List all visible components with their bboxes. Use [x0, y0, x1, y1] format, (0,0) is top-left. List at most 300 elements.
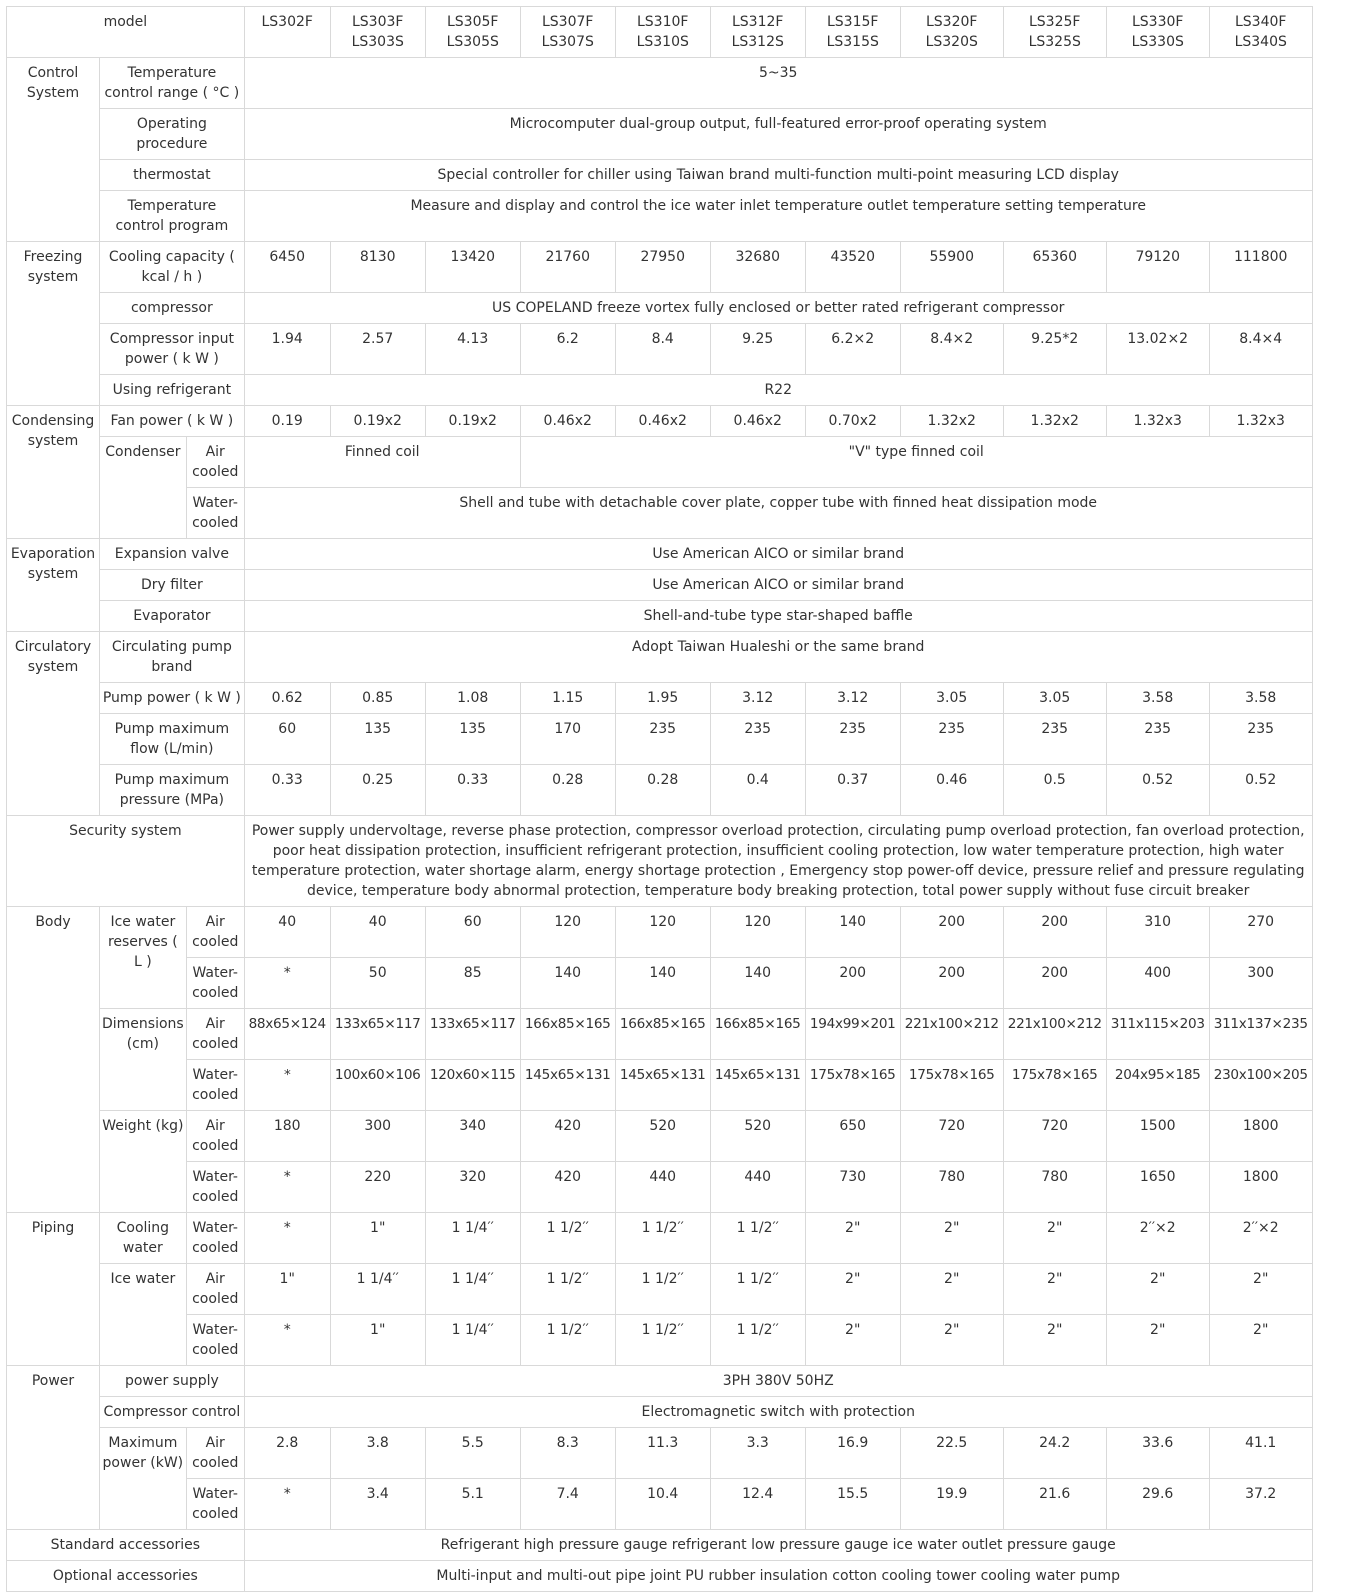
- pump-brand-label: Circulating pump brand: [100, 632, 245, 683]
- ice-water-reserves-air: 200: [900, 907, 1003, 958]
- evaporator-label: Evaporator: [100, 601, 245, 632]
- optional-accessories-label: Optional accessories: [7, 1561, 245, 1592]
- pump-power-value: 0.85: [330, 683, 425, 714]
- compressor-input-power-label: Compressor input power ( k W ): [100, 324, 245, 375]
- table-row: [7, 683, 1313, 714]
- table-row: [7, 1479, 1313, 1530]
- table-row: [7, 160, 1313, 191]
- ice-water-reserves-water: 400: [1106, 958, 1209, 1009]
- pump-power-value: 3.58: [1209, 683, 1312, 714]
- pump-pressure-value: 0.37: [805, 765, 900, 816]
- model-name: [615, 7, 710, 58]
- model-name-f: LS330F: [1131, 14, 1184, 30]
- expansion-valve-label: Expansion valve: [100, 539, 245, 570]
- dimensions-air: 166x85×165: [520, 1009, 615, 1060]
- ice-water-pipe-air: 1": [244, 1264, 330, 1315]
- maximum-power-air: 8.3: [520, 1428, 615, 1479]
- ice-water-reserves-water: 50: [330, 958, 425, 1009]
- refrigerant-value: R22: [244, 375, 1312, 406]
- refrigerant-label: Using refrigerant: [100, 375, 245, 406]
- compressor-input-power-value: 6.2: [520, 324, 615, 375]
- compressor-input-power-value: 6.2×2: [805, 324, 900, 375]
- cooling-capacity-value: 32680: [710, 242, 805, 293]
- maximum-power-water: 12.4: [710, 1479, 805, 1530]
- dimensions-water: 145x65×131: [520, 1060, 615, 1111]
- maximum-power-air: 11.3: [615, 1428, 710, 1479]
- maximum-power-air: 33.6: [1106, 1428, 1209, 1479]
- operating-procedure-label: Operating procedure: [100, 109, 245, 160]
- compressor-value: US COPELAND freeze vortex fully enclosed or better rated refrigerant compressor: [244, 293, 1312, 324]
- maximum-power-air: 16.9: [805, 1428, 900, 1479]
- cooling-capacity-value: 111800: [1209, 242, 1312, 293]
- table-row: [7, 324, 1313, 375]
- compressor-input-power-value: 9.25: [710, 324, 805, 375]
- fan-power-value: 0.70x2: [805, 406, 900, 437]
- thermostat-label: thermostat: [100, 160, 245, 191]
- table-row: [7, 958, 1313, 1009]
- condenser-air-cooled-small: Finned coil: [244, 437, 520, 488]
- weight-air: 300: [330, 1111, 425, 1162]
- pump-pressure-value: 0.28: [615, 765, 710, 816]
- ice-water-reserves-water: 200: [805, 958, 900, 1009]
- model-name: [520, 7, 615, 58]
- spec-table-body: [7, 7, 1313, 1592]
- dimensions-water: 145x65×131: [710, 1060, 805, 1111]
- dry-filter-value: Use American AICO or similar brand: [244, 570, 1312, 601]
- weight-air: 1500: [1106, 1111, 1209, 1162]
- maximum-power-air: 3.8: [330, 1428, 425, 1479]
- spec-table: [6, 6, 1313, 1592]
- model-name-f: LS307F: [541, 14, 594, 30]
- model-name: [1003, 7, 1106, 58]
- pump-flow-value: 170: [520, 714, 615, 765]
- pump-flow-label: Pump maximum flow (L/min): [100, 714, 245, 765]
- dimensions-air: 311x137×235: [1209, 1009, 1312, 1060]
- model-name-s: LS320S: [925, 34, 978, 50]
- temp-range-label: Temperature control range ( °C ): [100, 58, 245, 109]
- dimensions-air: 221x100×212: [900, 1009, 1003, 1060]
- cooling-water-label: Cooling water: [100, 1213, 187, 1264]
- expansion-valve-value: Use American AICO or similar brand: [244, 539, 1312, 570]
- air-cooled-label: Air cooled: [186, 907, 244, 958]
- dimensions-water: 120x60×115: [425, 1060, 520, 1111]
- model-name-f: LS340F: [1234, 14, 1287, 30]
- cooling-water-pipe: 2": [1003, 1213, 1106, 1264]
- pump-pressure-value: 0.52: [1106, 765, 1209, 816]
- weight-air: 650: [805, 1111, 900, 1162]
- model-name: [244, 7, 330, 58]
- table-row: [7, 437, 1313, 488]
- table-row: [7, 488, 1313, 539]
- ice-water-pipe-air: 1 1/2′′: [615, 1264, 710, 1315]
- model-name-f: LS303F: [351, 14, 404, 30]
- cooling-water-pipe: 1 1/2′′: [710, 1213, 805, 1264]
- weight-air: 720: [1003, 1111, 1106, 1162]
- model-name: [1209, 7, 1312, 58]
- maximum-power-water: 19.9: [900, 1479, 1003, 1530]
- table-row: [7, 907, 1313, 958]
- pump-power-label: Pump power ( k W ): [100, 683, 245, 714]
- dimensions-air: 221x100×212: [1003, 1009, 1106, 1060]
- dimensions-air: 133x65×117: [425, 1009, 520, 1060]
- compressor-control-value: Electromagnetic switch with protection: [244, 1397, 1312, 1428]
- table-row: [7, 1366, 1313, 1397]
- dimensions-water: 175x78×165: [900, 1060, 1003, 1111]
- ice-water-pipe-air: 2": [1209, 1264, 1312, 1315]
- standard-accessories-value: Refrigerant high pressure gauge refrigerant low pressure gauge ice water outlet pressure gauge: [244, 1530, 1312, 1561]
- ice-water-pipe-air: 1 1/4′′: [330, 1264, 425, 1315]
- cooling-capacity-value: 6450: [244, 242, 330, 293]
- cooling-water-pipe: 1 1/2′′: [615, 1213, 710, 1264]
- optional-accessories-value: Multi-input and multi-out pipe joint PU rubber insulation cotton cooling tower cooling water pump: [244, 1561, 1312, 1592]
- ice-water-pipe-water: 1 1/2′′: [520, 1315, 615, 1366]
- fan-power-value: 0.19x2: [425, 406, 520, 437]
- pump-flow-value: 60: [244, 714, 330, 765]
- air-cooled-label: Air cooled: [186, 1428, 244, 1479]
- table-row: [7, 1561, 1313, 1592]
- pump-pressure-value: 0.33: [244, 765, 330, 816]
- model-name: [805, 7, 900, 58]
- pump-power-value: 0.62: [244, 683, 330, 714]
- model-name-s: LS315S: [826, 34, 879, 50]
- weight-air: 720: [900, 1111, 1003, 1162]
- ice-water-reserves-air: 40: [244, 907, 330, 958]
- thermostat-value: Special controller for chiller using Taiwan brand multi-function multi-point measuring LCD display: [244, 160, 1312, 191]
- security-system-label: Security system: [7, 816, 245, 907]
- pump-flow-value: 135: [425, 714, 520, 765]
- weight-air: 340: [425, 1111, 520, 1162]
- weight-air: 180: [244, 1111, 330, 1162]
- ice-water-pipe-water: 2": [1106, 1315, 1209, 1366]
- cooling-capacity-value: 55900: [900, 242, 1003, 293]
- fan-power-value: 0.19: [244, 406, 330, 437]
- freezing-system-group: Freezing system: [7, 242, 100, 406]
- ice-water-pipe-water: 2": [805, 1315, 900, 1366]
- model-name: [330, 7, 425, 58]
- cooling-water-pipe: *: [244, 1213, 330, 1264]
- table-row: [7, 1060, 1313, 1111]
- ice-water-reserves-water: 140: [520, 958, 615, 1009]
- maximum-power-water: 3.4: [330, 1479, 425, 1530]
- model-name-s: LS312S: [731, 34, 784, 50]
- ice-water-pipe-water: 1 1/2′′: [710, 1315, 805, 1366]
- compressor-input-power-value: 2.57: [330, 324, 425, 375]
- compressor-input-power-value: 8.4×4: [1209, 324, 1312, 375]
- ice-water-reserves-air: 120: [615, 907, 710, 958]
- temp-range-value: 5~35: [244, 58, 1312, 109]
- ice-water-pipe-air: 1 1/2′′: [520, 1264, 615, 1315]
- maximum-power-water: 15.5: [805, 1479, 900, 1530]
- cooling-water-pipe: 2′′×2: [1209, 1213, 1312, 1264]
- pump-power-value: 3.58: [1106, 683, 1209, 714]
- table-row: [7, 1397, 1313, 1428]
- cooling-capacity-value: 65360: [1003, 242, 1106, 293]
- pump-flow-value: 235: [1209, 714, 1312, 765]
- cooling-water-pipe: 1 1/2′′: [520, 1213, 615, 1264]
- cooling-water-pipe: 1": [330, 1213, 425, 1264]
- cooling-capacity-value: 13420: [425, 242, 520, 293]
- ice-water-pipe-water: 2": [1003, 1315, 1106, 1366]
- weight-water: 320: [425, 1162, 520, 1213]
- table-row: [7, 539, 1313, 570]
- weight-water: 220: [330, 1162, 425, 1213]
- maximum-power-air: 24.2: [1003, 1428, 1106, 1479]
- table-row: [7, 601, 1313, 632]
- ice-water-reserves-air: 120: [520, 907, 615, 958]
- table-row: [7, 1162, 1313, 1213]
- ice-water-reserves-water: 200: [900, 958, 1003, 1009]
- compressor-label: compressor: [100, 293, 245, 324]
- water-cooled-label: Water-cooled: [186, 1162, 244, 1213]
- weight-air: 520: [710, 1111, 805, 1162]
- operating-procedure-value: Microcomputer dual-group output, full-featured error-proof operating system: [244, 109, 1312, 160]
- maximum-power-water: 29.6: [1106, 1479, 1209, 1530]
- condenser-water-cooled-value: Shell and tube with detachable cover plate, copper tube with finned heat dissipation mode: [244, 488, 1312, 539]
- model-name: [900, 7, 1003, 58]
- ice-water-reserves-water: 300: [1209, 958, 1312, 1009]
- pump-pressure-value: 0.46: [900, 765, 1003, 816]
- maximum-power-air: 22.5: [900, 1428, 1003, 1479]
- table-row: [7, 191, 1313, 242]
- cooling-capacity-value: 8130: [330, 242, 425, 293]
- pump-flow-value: 235: [615, 714, 710, 765]
- maximum-power-label: Maximum power (kW): [100, 1428, 187, 1530]
- ice-water-pipe-water: 1 1/2′′: [615, 1315, 710, 1366]
- water-cooled-label: Water-cooled: [186, 1213, 244, 1264]
- dimensions-water: 145x65×131: [615, 1060, 710, 1111]
- dimensions-label: Dimensions (cm): [100, 1009, 187, 1111]
- fan-power-label: Fan power ( k W ): [100, 406, 245, 437]
- model-name: [425, 7, 520, 58]
- fan-power-value: 1.32x3: [1209, 406, 1312, 437]
- pump-power-value: 3.05: [1003, 683, 1106, 714]
- fan-power-value: 0.46x2: [520, 406, 615, 437]
- power-supply-label: power supply: [100, 1366, 245, 1397]
- weight-label: Weight (kg): [100, 1111, 187, 1213]
- table-row: [7, 293, 1313, 324]
- body-group: Body: [7, 907, 100, 1213]
- maximum-power-water: 7.4: [520, 1479, 615, 1530]
- ice-water-reserves-air: 140: [805, 907, 900, 958]
- cooling-water-pipe: 1 1/4′′: [425, 1213, 520, 1264]
- dimensions-air: 88x65×124: [244, 1009, 330, 1060]
- dimensions-water: 100x60×106: [330, 1060, 425, 1111]
- pump-pressure-value: 0.33: [425, 765, 520, 816]
- air-cooled-label: Air cooled: [186, 1111, 244, 1162]
- ice-water-pipe-air: 2": [1003, 1264, 1106, 1315]
- table-row: [7, 242, 1313, 293]
- cooling-water-pipe: 2′′×2: [1106, 1213, 1209, 1264]
- table-row: [7, 632, 1313, 683]
- condenser-air-cooled-label: Air cooled: [186, 437, 244, 488]
- weight-water: 440: [615, 1162, 710, 1213]
- dimensions-water: 175x78×165: [1003, 1060, 1106, 1111]
- model-name-f: LS302F: [261, 14, 313, 30]
- table-row: [7, 375, 1313, 406]
- cooling-capacity-value: 79120: [1106, 242, 1209, 293]
- maximum-power-water: 10.4: [615, 1479, 710, 1530]
- table-row: [7, 1315, 1313, 1366]
- table-row: [7, 109, 1313, 160]
- cooling-water-pipe: 2": [805, 1213, 900, 1264]
- fan-power-value: 0.19x2: [330, 406, 425, 437]
- model-name-s: LS325S: [1028, 34, 1081, 50]
- dry-filter-label: Dry filter: [100, 570, 245, 601]
- ice-water-reserves-air: 310: [1106, 907, 1209, 958]
- ice-water-reserves-air: 120: [710, 907, 805, 958]
- evaporation-system-group: Evaporation system: [7, 539, 100, 632]
- pump-pressure-value: 0.5: [1003, 765, 1106, 816]
- table-row: [7, 570, 1313, 601]
- condenser-water-cooled-label: Water-cooled: [186, 488, 244, 539]
- table-row: [7, 7, 1313, 58]
- table-row: [7, 58, 1313, 109]
- compressor-input-power-value: 9.25*2: [1003, 324, 1106, 375]
- compressor-input-power-value: 8.4×2: [900, 324, 1003, 375]
- control-system-group: Control System: [7, 58, 100, 242]
- weight-air: 520: [615, 1111, 710, 1162]
- compressor-control-label: Compressor control: [100, 1397, 245, 1428]
- table-row: [7, 1530, 1313, 1561]
- pump-pressure-value: 0.4: [710, 765, 805, 816]
- table-row: [7, 406, 1313, 437]
- water-cooled-label: Water-cooled: [186, 1315, 244, 1366]
- ice-water-pipe-air: 1 1/4′′: [425, 1264, 520, 1315]
- table-row: [7, 1264, 1313, 1315]
- weight-air: 1800: [1209, 1111, 1312, 1162]
- temp-program-label: Temperature control program: [100, 191, 245, 242]
- ice-water-pipe-air: 2": [1106, 1264, 1209, 1315]
- weight-water: 730: [805, 1162, 900, 1213]
- model-name-s: LS305S: [446, 34, 499, 50]
- ice-water-reserves-air: 60: [425, 907, 520, 958]
- water-cooled-label: Water-cooled: [186, 1060, 244, 1111]
- pump-power-value: 3.12: [710, 683, 805, 714]
- ice-water-reserves-water: 200: [1003, 958, 1106, 1009]
- model-name-s: LS330S: [1131, 34, 1184, 50]
- model-name-s: LS340S: [1234, 34, 1287, 50]
- table-row: [7, 1111, 1313, 1162]
- ice-water-pipe-air: 2": [805, 1264, 900, 1315]
- dimensions-air: 133x65×117: [330, 1009, 425, 1060]
- cooling-capacity-value: 27950: [615, 242, 710, 293]
- ice-water-pipe-air: 1 1/2′′: [710, 1264, 805, 1315]
- ice-water-reserves-air: 200: [1003, 907, 1106, 958]
- model-name-f: LS312F: [731, 14, 784, 30]
- table-row: [7, 1428, 1313, 1479]
- ice-water-pipe-water: 1 1/4′′: [425, 1315, 520, 1366]
- air-cooled-label: Air cooled: [186, 1264, 244, 1315]
- ice-water-pipe-air: 2": [900, 1264, 1003, 1315]
- dimensions-water: 204x95×185: [1106, 1060, 1209, 1111]
- model-name: [710, 7, 805, 58]
- ice-water-reserves-water: *: [244, 958, 330, 1009]
- fan-power-value: 1.32x3: [1106, 406, 1209, 437]
- ice-water-label: Ice water: [100, 1264, 187, 1366]
- pump-flow-value: 235: [1106, 714, 1209, 765]
- dimensions-air: 194x99×201: [805, 1009, 900, 1060]
- pump-pressure-label: Pump maximum pressure (MPa): [100, 765, 245, 816]
- weight-water: 1650: [1106, 1162, 1209, 1213]
- cooling-capacity-label: Cooling capacity ( kcal / h ): [100, 242, 245, 293]
- model-name-s: LS303S: [351, 34, 404, 50]
- ice-water-reserves-water: 85: [425, 958, 520, 1009]
- security-system-value: Power supply undervoltage, reverse phase protection, compressor overload protection, circulating pump overload protection, fan overload protection, poor heat dissipation protection, insufficient refrigerant protection, insufficient cooling protection, low water temperature protection, high water temperature protection, water shortage alarm, energy shortage protection , Emergency stop power-off device, pressure relief and pressure regulating device, temperature body abnormal protection, temperature body breaking protection, total power supply without fuse circuit breaker: [244, 816, 1312, 907]
- pump-pressure-value: 0.25: [330, 765, 425, 816]
- air-cooled-label: Air cooled: [186, 1009, 244, 1060]
- maximum-power-air: 41.1: [1209, 1428, 1312, 1479]
- compressor-input-power-value: 8.4: [615, 324, 710, 375]
- power-supply-value: 3PH 380V 50HZ: [244, 1366, 1312, 1397]
- dimensions-water: 175x78×165: [805, 1060, 900, 1111]
- pump-flow-value: 235: [1003, 714, 1106, 765]
- maximum-power-air: 2.8: [244, 1428, 330, 1479]
- weight-water: 420: [520, 1162, 615, 1213]
- ice-water-reserves-label: Ice water reserves ( L ): [100, 907, 187, 1009]
- table-row: [7, 816, 1313, 907]
- ice-water-pipe-water: 1": [330, 1315, 425, 1366]
- model-name: [1106, 7, 1209, 58]
- ice-water-pipe-water: *: [244, 1315, 330, 1366]
- condenser-label: Condenser: [100, 437, 187, 539]
- ice-water-pipe-water: 2": [1209, 1315, 1312, 1366]
- maximum-power-air: 3.3: [710, 1428, 805, 1479]
- weight-water: 780: [900, 1162, 1003, 1213]
- pump-flow-value: 235: [900, 714, 1003, 765]
- pump-flow-value: 235: [805, 714, 900, 765]
- model-name-f: LS310F: [636, 14, 689, 30]
- ice-water-reserves-air: 40: [330, 907, 425, 958]
- ice-water-pipe-water: 2": [900, 1315, 1003, 1366]
- dimensions-air: 166x85×165: [615, 1009, 710, 1060]
- pump-brand-value: Adopt Taiwan Hualeshi or the same brand: [244, 632, 1312, 683]
- dimensions-water: 230x100×205: [1209, 1060, 1312, 1111]
- maximum-power-water: 21.6: [1003, 1479, 1106, 1530]
- table-row: [7, 1213, 1313, 1264]
- model-name-f: LS305F: [446, 14, 499, 30]
- dimensions-air: 166x85×165: [710, 1009, 805, 1060]
- compressor-input-power-value: 13.02×2: [1106, 324, 1209, 375]
- temp-program-value: Measure and display and control the ice water inlet temperature outlet temperature setting temperature: [244, 191, 1312, 242]
- cooling-capacity-value: 43520: [805, 242, 900, 293]
- model-name-f: LS315F: [826, 14, 879, 30]
- maximum-power-air: 5.5: [425, 1428, 520, 1479]
- condensing-system-group: Condensing system: [7, 406, 100, 539]
- ice-water-reserves-water: 140: [710, 958, 805, 1009]
- pump-power-value: 3.12: [805, 683, 900, 714]
- table-row: [7, 1009, 1313, 1060]
- model-name-f: LS320F: [925, 14, 978, 30]
- ice-water-reserves-water: 140: [615, 958, 710, 1009]
- weight-water: 780: [1003, 1162, 1106, 1213]
- pump-power-value: 3.05: [900, 683, 1003, 714]
- table-row: [7, 714, 1313, 765]
- weight-water: 1800: [1209, 1162, 1312, 1213]
- fan-power-value: 0.46x2: [615, 406, 710, 437]
- weight-water: *: [244, 1162, 330, 1213]
- pump-pressure-value: 0.28: [520, 765, 615, 816]
- condenser-air-cooled-large: "V" type finned coil: [520, 437, 1312, 488]
- maximum-power-water: 5.1: [425, 1479, 520, 1530]
- weight-air: 420: [520, 1111, 615, 1162]
- model-name-s: LS307S: [541, 34, 594, 50]
- pump-power-value: 1.15: [520, 683, 615, 714]
- table-row: [7, 765, 1313, 816]
- cooling-water-pipe: 2": [900, 1213, 1003, 1264]
- dimensions-water: *: [244, 1060, 330, 1111]
- compressor-input-power-value: 4.13: [425, 324, 520, 375]
- fan-power-value: 1.32x2: [1003, 406, 1106, 437]
